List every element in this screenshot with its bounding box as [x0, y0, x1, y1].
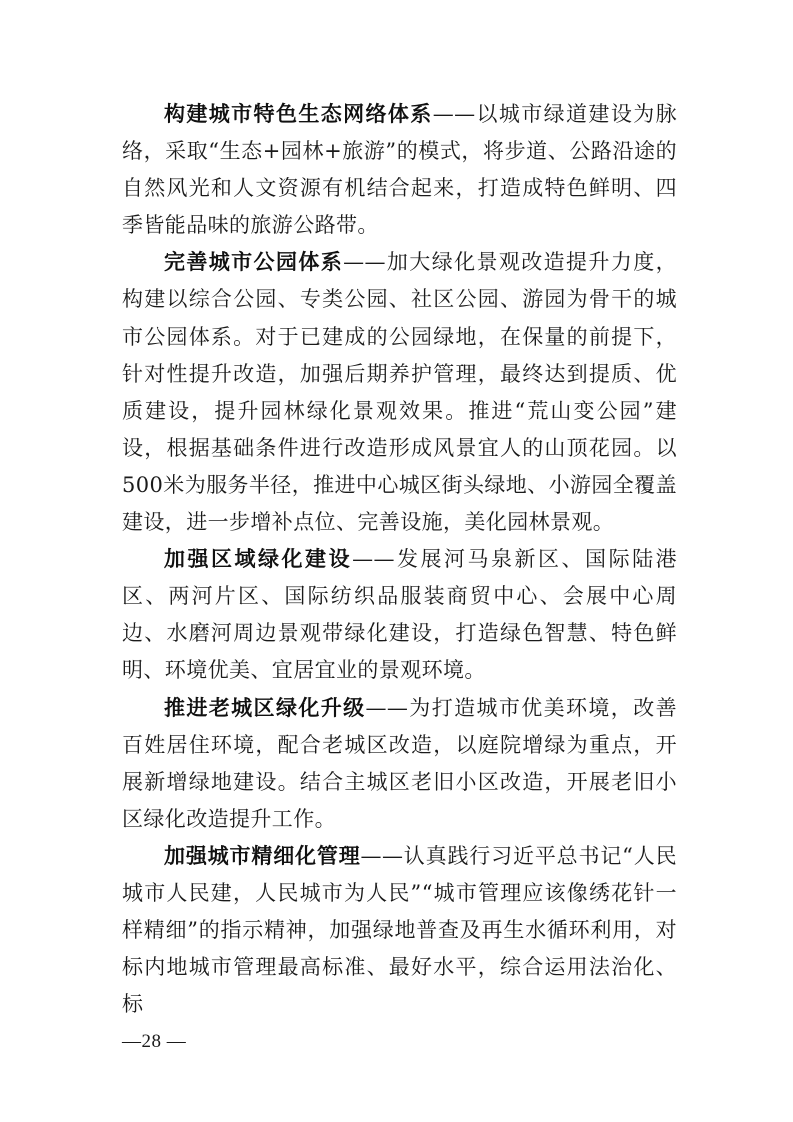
paragraph-fine-management [122, 838, 677, 1023]
paragraph-old-city-upgrade [122, 690, 677, 838]
paragraph-text: ——认真践行习近平总书记“人民城市人民建，人民城市为人民”“城市管理应该像绣花针一样精细”的指示精神，加强绿地普查及再生水循环利用，对标内地城市管理最高标准、最好水平，综合运用法治化、标 [122, 843, 677, 1017]
body-text [122, 96, 677, 1023]
paragraph-text: ——为打造城市优美环境，改善百姓居住环境，配合老城区改造，以庭院增绿为重点，开展新增绿地建设。结合主城区老旧小区改造，开展老旧小区绿化改造提升工作。 [122, 695, 677, 831]
paragraph-ecological-network [122, 96, 677, 244]
paragraph-heading: 加强城市精细化管理 [164, 843, 361, 868]
paragraph-park-system [122, 244, 677, 541]
paragraph-text: ——以城市绿道建设为脉络，采取“生态+园林+旅游”的模式，将步道、公路沿途的自然风光和人文资源有机结合起来，打造成特色鲜明、四季皆能品味的旅游公路带。 [122, 102, 677, 238]
paragraph-text: ——加大绿化景观改造提升力度，构建以综合公园、专类公园、社区公园、游园为骨干的城市公园体系。对于已建成的公园绿地，在保量的前提下，针对性提升改造，加强后期养护管理，最终达到提质、优质建设，提升园林绿化景观效果。推进“荒山变公园”建设，根据基础条件进行改造形成风景宜人的山顶花园。以500米为服务半径，推进中心城区街头绿地、小游园全覆盖建设，进一步增补点位、完善设施，美化园林景观。 [122, 250, 677, 535]
paragraph-heading: 构建城市特色生态网络体系 [164, 102, 433, 126]
paragraph-heading: 推进老城区绿化升级 [164, 695, 366, 720]
paragraph-heading: 完善城市公园体系 [164, 250, 344, 275]
paragraph-text: ——发展河马泉新区、国际陆港区、两河片区、国际纺织品服装商贸中心、会展中心周边、水磨河周边景观带绿化建设，打造绿色智慧、特色鲜明、环境优美、宜居宜业的景观环境。 [122, 547, 677, 683]
page-number: —28 — [122, 1031, 187, 1052]
paragraph-regional-greening [122, 541, 677, 689]
paragraph-heading: 加强区域绿化建设 [164, 547, 353, 572]
